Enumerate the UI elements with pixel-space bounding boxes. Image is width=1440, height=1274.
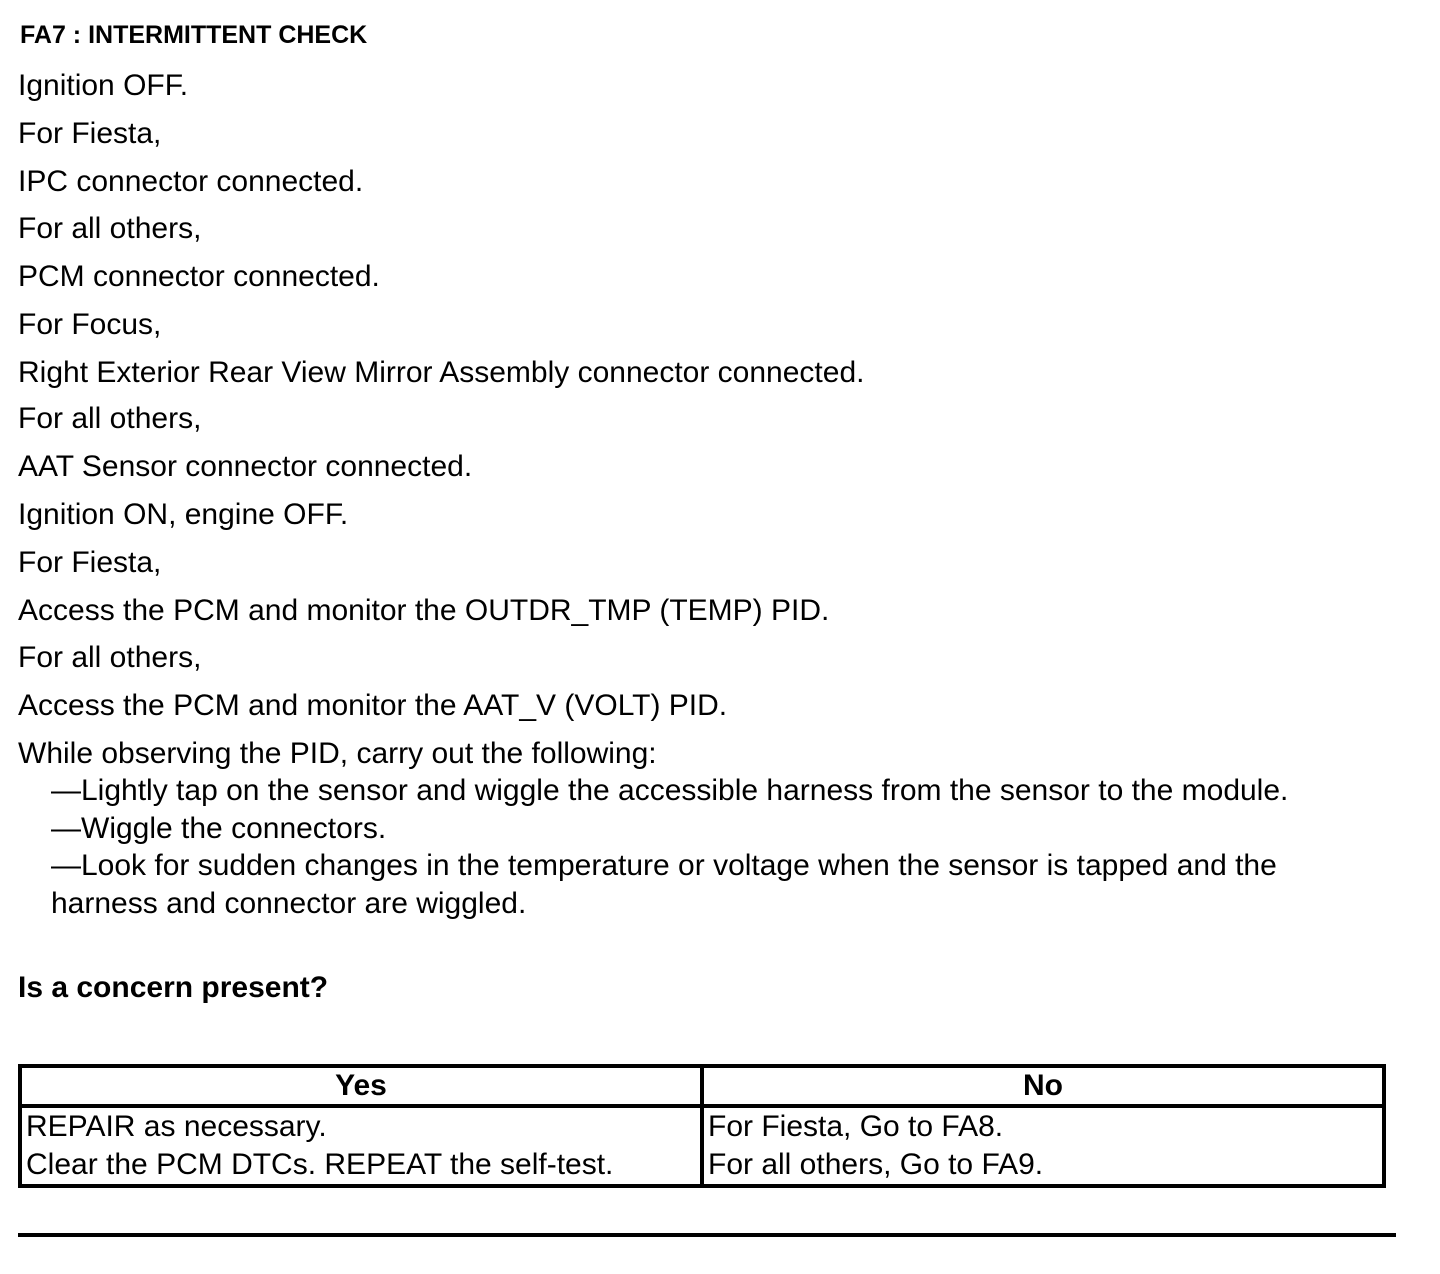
step-line: For all others, xyxy=(18,402,202,435)
bullet-item: —Lightly tap on the sensor and wiggle the accessible harness from the sensor to the module. xyxy=(51,774,1289,807)
step-line: AAT Sensor connector connected. xyxy=(18,450,473,483)
step-line: Ignition ON, engine OFF. xyxy=(18,498,349,531)
step-line: While observing the PID, carry out the following: xyxy=(18,737,657,770)
step-line: For all others, xyxy=(18,212,202,245)
no-cell xyxy=(702,1106,1384,1186)
bottom-divider xyxy=(18,1233,1396,1237)
step-line: For Focus, xyxy=(18,308,162,341)
question-text: Is a concern present? xyxy=(18,971,329,1004)
table-row xyxy=(20,1106,1384,1186)
yes-line: Clear the PCM DTCs. REPEAT the self-test. xyxy=(26,1148,614,1181)
bullet-item: —Look for sudden changes in the temperature or voltage when the sensor is tapped and the harness and connector are wiggled. xyxy=(51,849,1277,920)
bullet-list xyxy=(51,772,1391,922)
step-line: For Fiesta, xyxy=(18,117,162,150)
step-line: Ignition OFF. xyxy=(18,69,189,102)
step-line: PCM connector connected. xyxy=(18,260,380,293)
step-line: Access the PCM and monitor the OUTDR_TMP (TEMP) PID. xyxy=(18,594,830,627)
result-table xyxy=(18,1064,1386,1188)
table-header-row xyxy=(20,1066,1384,1106)
no-line: For all others, Go to FA9. xyxy=(708,1148,1044,1181)
step-line: For Fiesta, xyxy=(18,546,162,579)
section-title: FA7 : INTERMITTENT CHECK xyxy=(20,21,368,49)
no-line: For Fiesta, Go to FA8. xyxy=(708,1110,1004,1143)
step-line: For all others, xyxy=(18,641,202,674)
no-header: No xyxy=(702,1066,1384,1106)
step-line: Right Exterior Rear View Mirror Assembly connector connected. xyxy=(18,356,865,389)
yes-header: Yes xyxy=(20,1066,702,1106)
bullet-item: —Wiggle the connectors. xyxy=(51,811,387,845)
step-line: Access the PCM and monitor the AAT_V (VOLT) PID. xyxy=(18,689,728,722)
step-line: IPC connector connected. xyxy=(18,165,364,198)
yes-cell xyxy=(20,1106,702,1186)
yes-line: REPAIR as necessary. xyxy=(26,1110,327,1143)
